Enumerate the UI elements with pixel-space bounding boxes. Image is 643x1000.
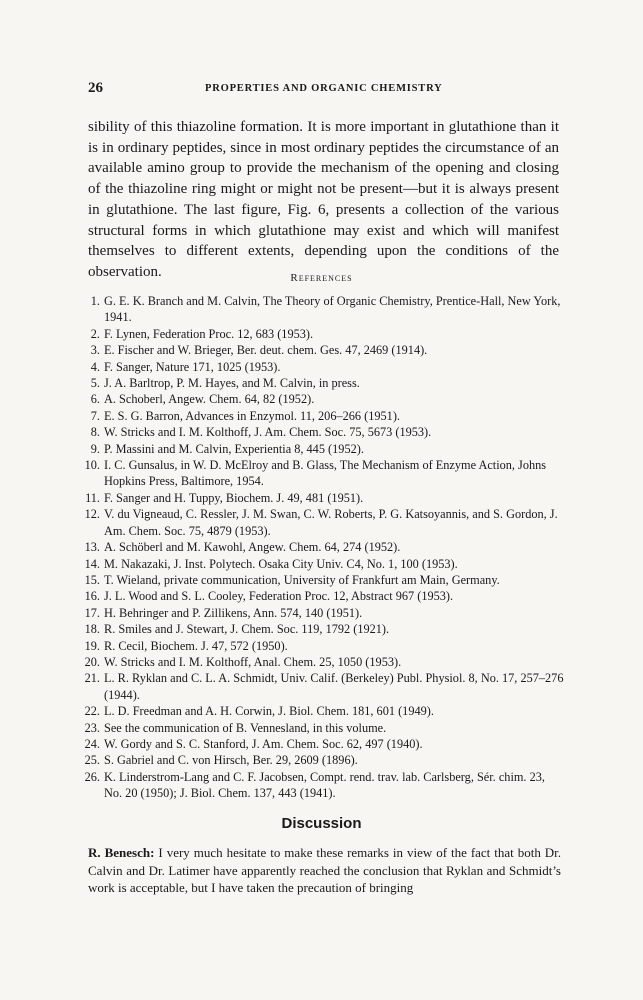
reference-item (88, 375, 564, 391)
reference-text: S. Gabriel and C. von Hirsch, Ber. 29, 2609 (1896). (104, 753, 358, 768)
reference-item (84, 556, 564, 572)
reference-number: 16. (84, 589, 100, 604)
reference-item (84, 736, 564, 752)
body-paragraph: sibility of this thiazoline formation. It is more important in glutathione than it is in ordinary peptides, since in most ordinary peptides the circumstance of an available amino group to provide the mechanism of the opening and closing of the thiazoline ring might or might not be present—but it is always present in glutathione. The last figure, Fig. 6, presents a collection of the various structural forms in which glutathione may exist and which will manifest themselves to different extents, depending upon the conditions of the observation. (88, 119, 559, 280)
reference-item (84, 670, 564, 703)
reference-number: 19. (84, 638, 100, 653)
reference-item (84, 605, 564, 621)
reference-text: A. Schöberl and M. Kawohl, Angew. Chem. 64, 274 (1952). (104, 540, 401, 555)
reference-number: 18. (84, 622, 100, 637)
reference-item (88, 441, 564, 457)
reference-number: 4. (90, 359, 100, 374)
reference-item (88, 326, 564, 342)
reference-item (88, 391, 564, 407)
reference-item (85, 490, 564, 506)
reference-number: 25. (84, 753, 100, 768)
reference-text: L. R. Ryklan and C. L. A. Schmidt, Univ. Calif. (Berkeley) Publ. Physiol. 8, No. 17, 257–276 (1944). (104, 671, 564, 702)
reference-number: 7. (90, 408, 100, 423)
reference-text: I. C. Gunsalus, in W. D. McElroy and B. Glass, The Mechanism of Enzyme Action, Johns Hopkins Press, Baltimore, 1954. (104, 458, 547, 489)
reference-text: J. A. Barltrop, P. M. Hayes, and M. Calvin, in press. (104, 376, 360, 391)
reference-item (88, 408, 564, 424)
reference-number: 15. (84, 572, 100, 587)
reference-text: M. Nakazaki, J. Inst. Polytech. Osaka City Univ. C4, No. 1, 100 (1953). (104, 556, 458, 571)
reference-item (88, 359, 564, 375)
reference-item (84, 621, 564, 637)
reference-item (84, 457, 564, 490)
discussion-text: I very much hesitate to make these remarks in view of the fact that both Dr. Calvin and Dr. Latimer have apparently reached the conclusion that Ryklan and Schmidt’s work is acceptable, but I have taken the precaution of bringing (88, 845, 562, 896)
reference-number: 1. (90, 294, 100, 308)
reference-text: E. Fischer and W. Brieger, Ber. deut. chem. Ges. 47, 2469 (1914). (104, 343, 428, 358)
reference-number: 9. (90, 441, 100, 456)
reference-text: F. Sanger and H. Tuppy, Biochem. J. 49, 481 (1951). (104, 490, 364, 505)
reference-number: 3. (90, 343, 100, 358)
reference-number: 26. (84, 769, 100, 784)
reference-text: R. Smiles and J. Stewart, J. Chem. Soc. 119, 1792 (1921). (104, 622, 390, 637)
reference-item (88, 293, 564, 326)
reference-text: J. L. Wood and S. L. Cooley, Federation Proc. 12, Abstract 967 (1953). (104, 589, 454, 604)
reference-item (84, 720, 564, 736)
reference-text: W. Stricks and I. M. Kolthoff, J. Am. Chem. Soc. 75, 5673 (1953). (104, 425, 432, 440)
reference-item (84, 654, 564, 670)
reference-text: L. D. Freedman and A. H. Corwin, J. Biol. Chem. 181, 601 (1949). (104, 704, 434, 719)
running-head: PROPERTIES AND ORGANIC CHEMISTRY (205, 83, 443, 94)
reference-number: 17. (84, 605, 100, 620)
discussion-paragraph (88, 844, 561, 897)
reference-text: F. Sanger, Nature 171, 1025 (1953). (104, 359, 281, 374)
discussion-speaker: R. Benesch: (88, 845, 155, 860)
reference-item (84, 506, 564, 539)
reference-number: 22. (84, 704, 100, 719)
reference-number: 13. (84, 540, 100, 555)
reference-text: A. Schoberl, Angew. Chem. 64, 82 (1952). (104, 392, 315, 407)
reference-number: 12. (84, 507, 100, 522)
reference-number: 24. (84, 736, 100, 751)
reference-number: 2. (90, 326, 100, 341)
reference-number: 11. (85, 490, 100, 505)
reference-item (84, 703, 564, 719)
reference-item (84, 572, 564, 588)
references-heading: References (290, 272, 353, 284)
reference-item (84, 539, 564, 555)
reference-text: W. Gordy and S. C. Stanford, J. Am. Chem. Soc. 62, 497 (1940). (104, 736, 423, 751)
discussion-heading: Discussion (281, 815, 362, 832)
reference-item (84, 752, 564, 768)
reference-number: 8. (90, 425, 100, 440)
reference-item (88, 342, 564, 358)
reference-item (84, 638, 564, 654)
references-list (84, 293, 564, 802)
reference-text: R. Cecil, Biochem. J. 47, 572 (1950). (104, 638, 288, 653)
reference-item (88, 424, 564, 440)
reference-text: G. E. K. Branch and M. Calvin, The Theory of Organic Chemistry, Prentice-Hall, New York, 1941. (104, 294, 561, 325)
reference-item (84, 588, 564, 604)
reference-number: 6. (90, 392, 100, 407)
reference-number: 14. (84, 556, 100, 571)
reference-text: E. S. G. Barron, Advances in Enzymol. 11, 206–266 (1951). (104, 408, 400, 423)
reference-text: F. Lynen, Federation Proc. 12, 683 (1953). (104, 326, 314, 341)
reference-number: 23. (84, 720, 100, 735)
reference-number: 20. (84, 654, 100, 669)
reference-text: H. Behringer and P. Zillikens, Ann. 574, 140 (1951). (104, 605, 363, 620)
reference-text: See the communication of B. Vennesland, in this volume. (104, 720, 387, 735)
reference-text: V. du Vigneaud, C. Ressler, J. M. Swan, C. W. Roberts, P. G. Katsoyannis, and S. Gordon, J. Am. Chem. Soc. 75, 4879 (1953). (104, 507, 558, 538)
reference-number: 21. (84, 671, 100, 686)
reference-item (84, 769, 564, 802)
page-number: 26 (88, 80, 103, 96)
reference-text: W. Stricks and I. M. Kolthoff, Anal. Chem. 25, 1050 (1953). (104, 654, 402, 669)
reference-text: P. Massini and M. Calvin, Experientia 8, 445 (1952). (104, 441, 364, 456)
reference-number: 5. (90, 376, 100, 391)
reference-number: 10. (84, 458, 100, 473)
reference-text: K. Linderstrom-Lang and C. F. Jacobsen, Compt. rend. trav. lab. Carlsberg, Sér. chim. 23, No. 20 (1950); J. Biol. Chem. 137, 443 (1941). (104, 769, 545, 801)
reference-text: T. Wieland, private communication, University of Frankfurt am Main, Germany. (104, 572, 500, 587)
